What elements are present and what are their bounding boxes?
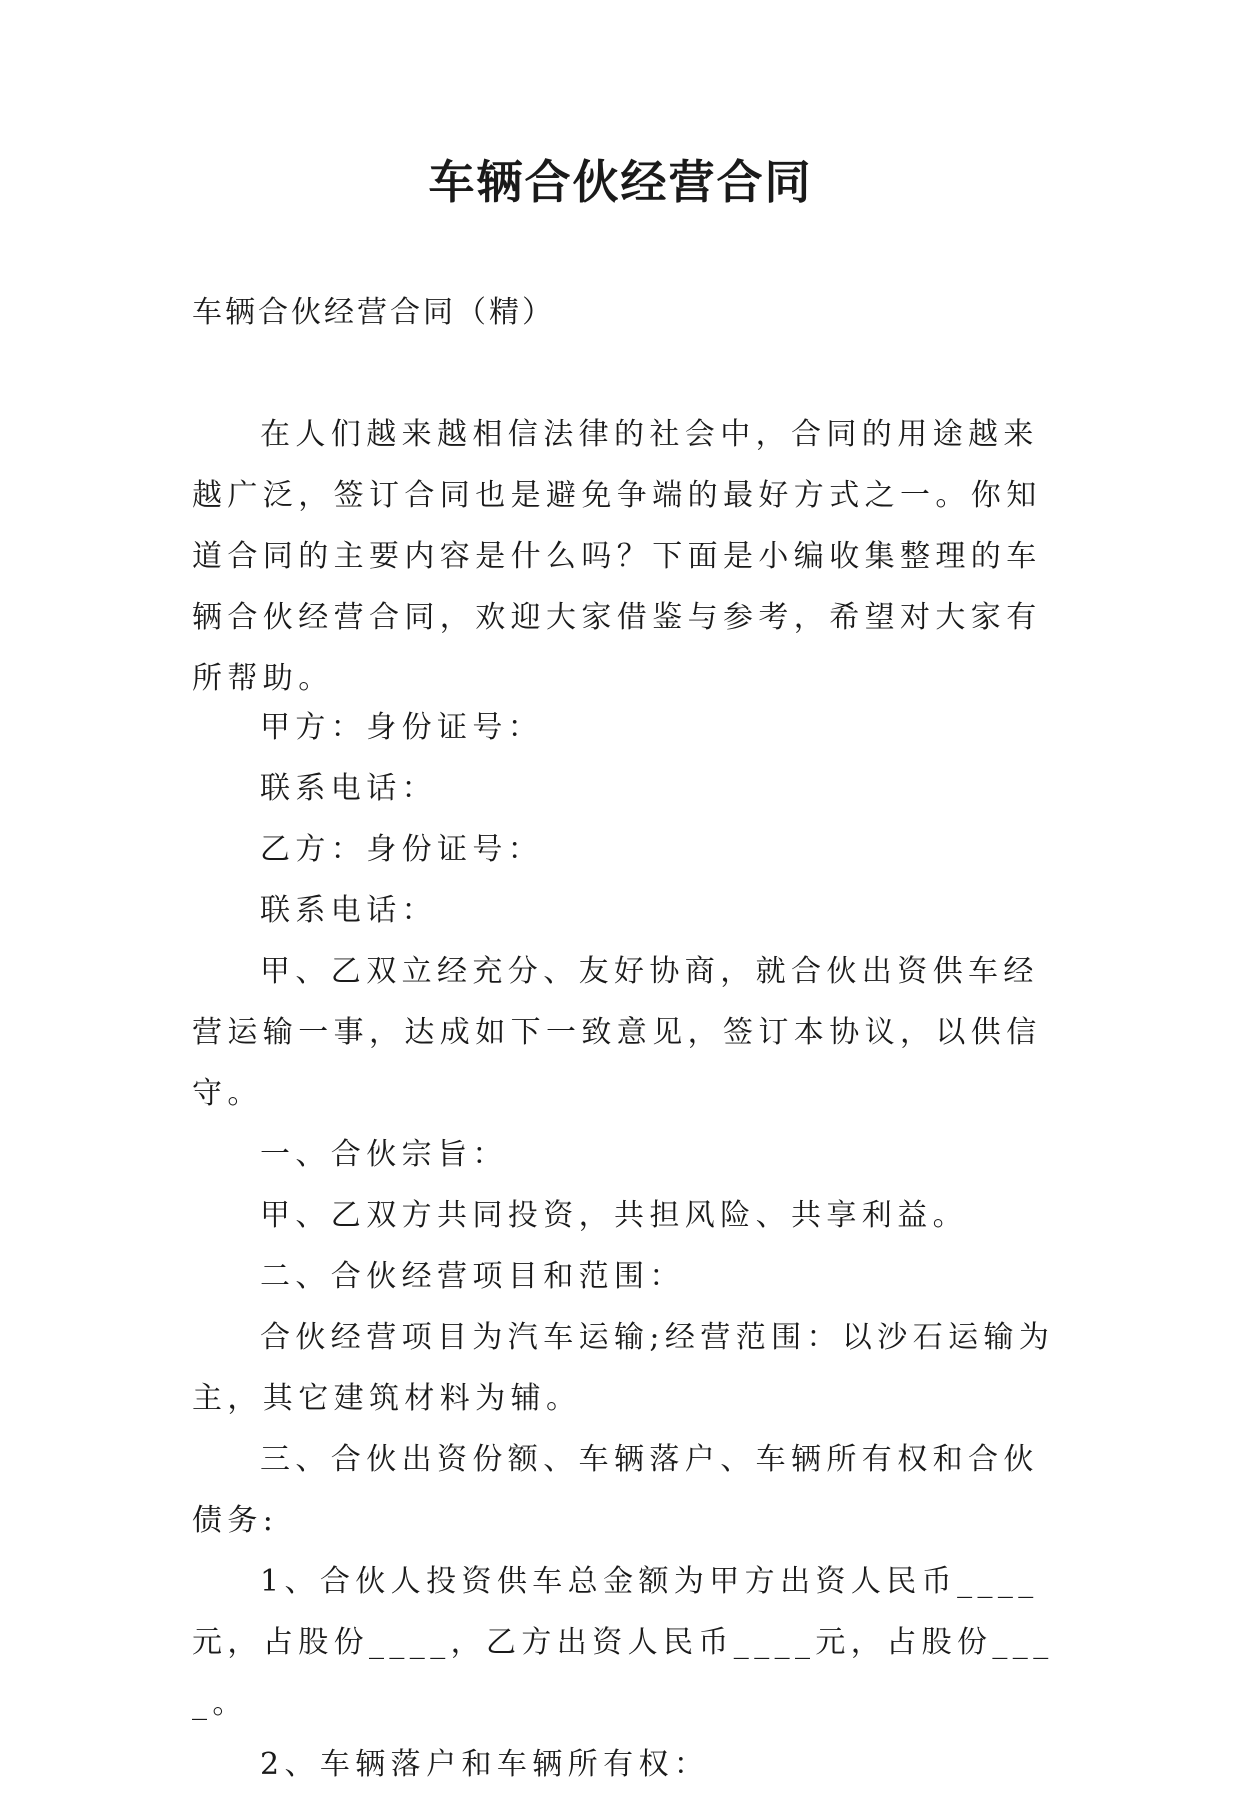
- clause-purpose: 甲、乙双方共同投资，共担风险、共享利益。: [260, 1198, 968, 1233]
- contract-body: [192, 697, 1058, 1795]
- clause-party-b-id: 乙方：身份证号：: [260, 832, 544, 867]
- clause-investment: 1、合伙人投资供车总金额为甲方出资人民币____元，占股份____，乙方出资人民币____元，占股份____。: [192, 1564, 1054, 1721]
- intro-paragraph: 在人们越来越相信法律的社会中，合同的用途越来越广泛，签订合同也是避免争端的最好方式之一。你知道合同的主要内容是什么吗？下面是小编收集整理的车辆合伙经营合同，欢迎大家借鉴与参考，希望对大家有所帮助。: [192, 417, 1042, 696]
- clause-party-b-phone: 联系电话：: [260, 893, 437, 928]
- clause-preamble: 甲、乙双立经充分、友好协商，就合伙出资供车经营运输一事，达成如下一致意见，签订本协议，以供信守。: [192, 954, 1042, 1111]
- section-heading-2: 二、合伙经营项目和范围：: [260, 1259, 685, 1294]
- clause-party-a-id: 甲方：身份证号：: [260, 710, 544, 745]
- clause-scope: 合伙经营项目为汽车运输;经营范围：以沙石运输为主，其它建筑材料为辅。: [192, 1320, 1055, 1416]
- section-heading-3: 三、合伙出资份额、车辆落户、车辆所有权和合伙债务:: [192, 1442, 1039, 1538]
- section-heading-1: 一、合伙宗旨：: [260, 1137, 508, 1172]
- document-title: 车辆合伙经营合同: [428, 155, 813, 209]
- clause-party-a-phone: 联系电话：: [260, 771, 437, 806]
- document-subtitle: 车辆合伙经营合同（精）: [192, 295, 555, 330]
- clause-ownership: 2、车辆落户和车辆所有权：: [260, 1747, 710, 1782]
